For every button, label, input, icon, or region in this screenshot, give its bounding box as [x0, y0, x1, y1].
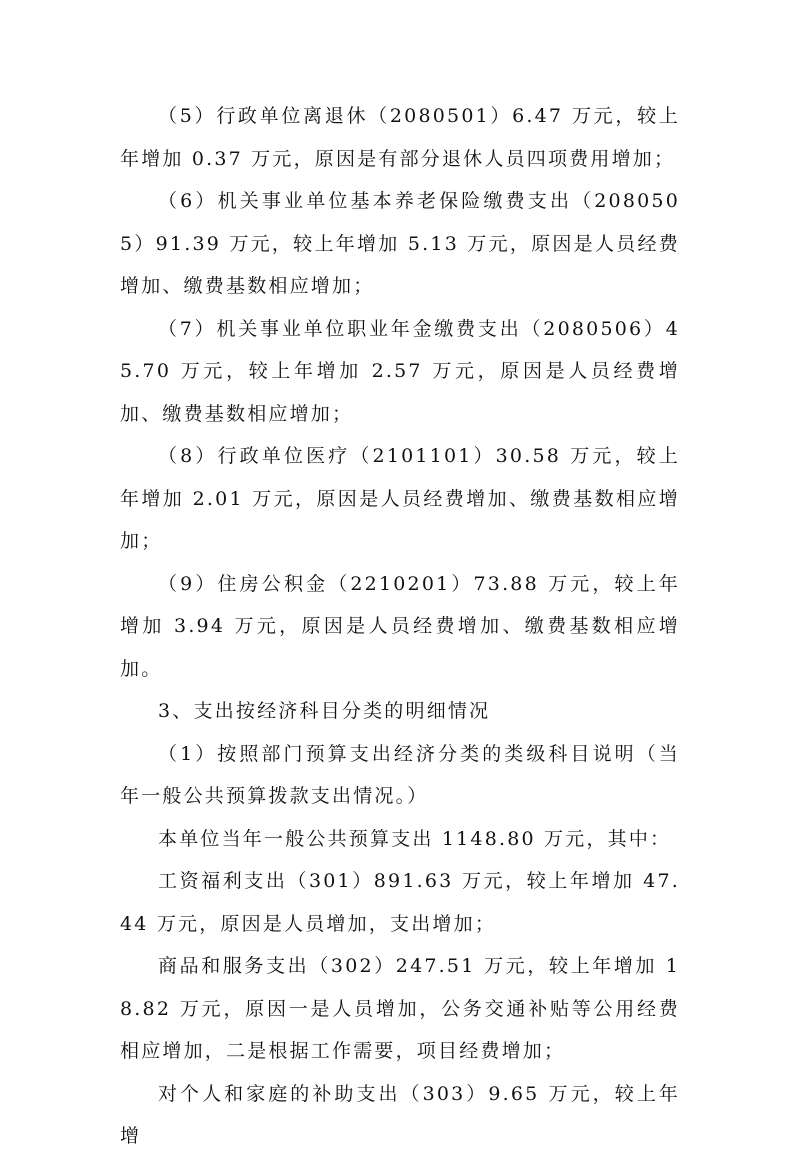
- paragraph-pension-insurance: （6）机关事业单位基本养老保险缴费支出（2080505）91.39 万元，较上年增加 5.13 万元，原因是人员经费增加、缴费基数相应增加；: [120, 190, 680, 297]
- paragraph-medical: （8）行政单位医疗（2101101）30.58 万元，较上年增加 2.01 万元，原因是人员经费增加、缴费基数相应增加；: [120, 445, 680, 552]
- paragraph-total-expenditure: 本单位当年一般公共预算支出 1148.80 万元，其中：: [158, 827, 672, 850]
- paragraph-occupational-annuity: （7）机关事业单位职业年金缴费支出（2080506）45.70 万元，较上年增加 2.57 万元，原因是人员经费增加、缴费基数相应增加；: [120, 317, 680, 425]
- paragraph-retirement: （5）行政单位离退休（2080501）6.47 万元，较上年增加 0.37 万元，原因是有部分退休人员四项费用增加；: [120, 105, 680, 170]
- section-heading-economic-classification: 3、支出按经济科目分类的明细情况: [158, 700, 491, 722]
- paragraph-housing-fund: （9）住房公积金（2210201）73.88 万元，较上年增加 3.94 万元，原因是人员经费增加、缴费基数相应增加。: [120, 572, 680, 680]
- paragraph-household-subsidy: 对个人和家庭的补助支出（303）9.65 万元，较上年增: [120, 1082, 680, 1147]
- paragraph-goods-services: 商品和服务支出（302）247.51 万元，较上年增加 18.82 万元，原因一是人员增加，公务交通补贴等公用经费相应增加，二是根据工作需要，项目经费增加；: [120, 955, 680, 1062]
- paragraph-classification-note: （1）按照部门预算支出经济分类的类级科目说明（当年一般公共预算拨款支出情况。）: [120, 742, 680, 807]
- paragraph-wages-welfare: 工资福利支出（301）891.63 万元，较上年增加 47.44 万元，原因是人员增加，支出增加；: [120, 870, 680, 935]
- document-body: [120, 95, 680, 1158]
